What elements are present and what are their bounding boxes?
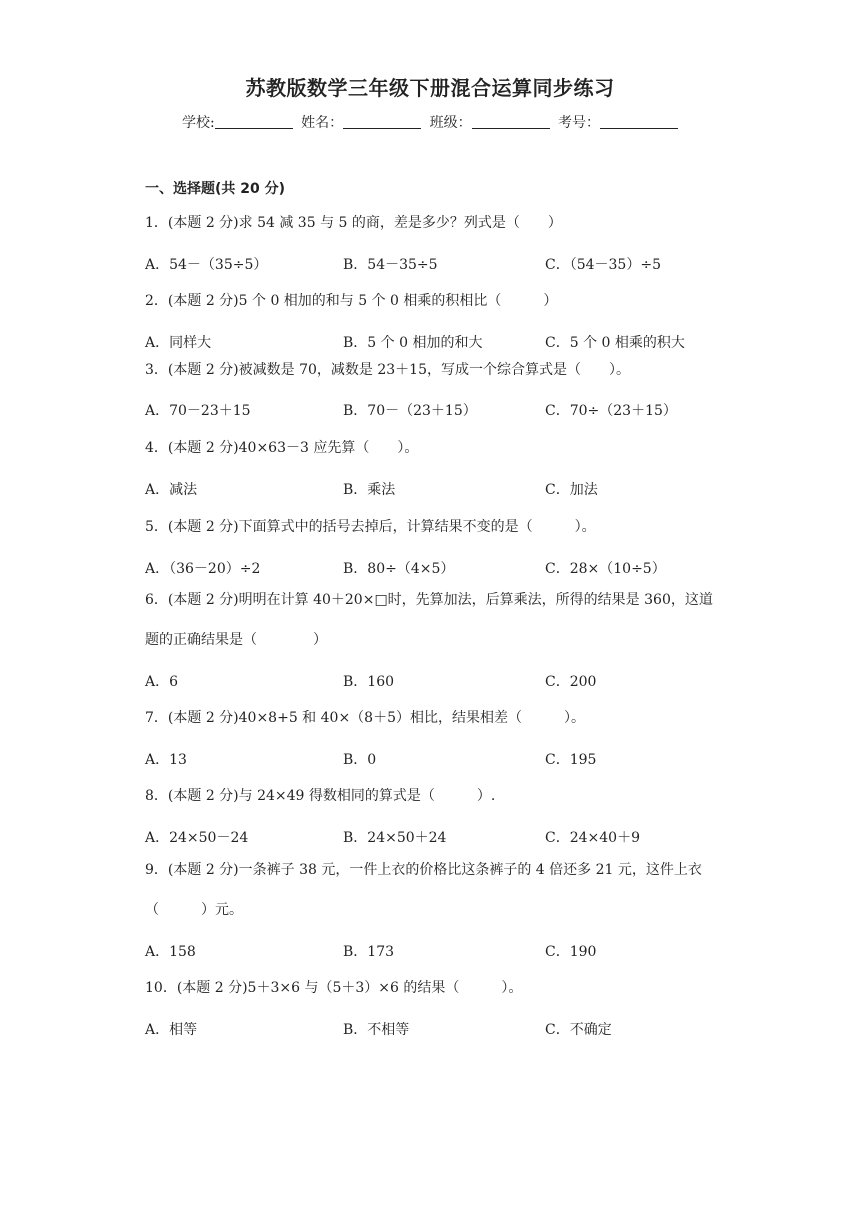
class-blank[interactable] (472, 114, 550, 129)
option-7a[interactable]: A．13 (145, 752, 187, 768)
option-4b[interactable]: B．乘法 (343, 482, 396, 498)
option-5b[interactable]: B．80÷（4×5） (343, 561, 455, 577)
option-9c[interactable]: C．190 (545, 944, 597, 960)
options-9 (145, 941, 725, 961)
section-title: 一、选择题(共 20 分) (145, 181, 286, 197)
option-3c[interactable]: C．70÷（23＋15） (545, 403, 677, 419)
options-1 (145, 254, 725, 274)
option-10c[interactable]: C．不确定 (545, 1022, 612, 1038)
question-5: 5．(本题 2 分)下面算式中的括号去掉后，计算结果不变的是（ ）。 (145, 519, 596, 535)
option-2a[interactable]: A．同样大 (145, 335, 212, 351)
options-2 (145, 332, 725, 352)
exam-number-label: 考号： (558, 115, 601, 131)
option-3b[interactable]: B．70－（23＋15） (343, 403, 477, 419)
option-1c[interactable]: C．（54－35）÷5 (545, 257, 661, 273)
option-1a[interactable]: A．54－（35÷5） (145, 257, 268, 273)
option-2c[interactable]: C．5 个 0 相乘的积大 (545, 335, 685, 351)
option-3a[interactable]: A．70－23＋15 (145, 403, 251, 419)
name-blank[interactable] (343, 114, 421, 129)
options-5 (145, 558, 725, 578)
option-2b[interactable]: B．5 个 0 相加的和大 (343, 335, 483, 351)
option-10b[interactable]: B．不相等 (343, 1022, 410, 1038)
question-10: 10．(本题 2 分)5＋3×6 与（5＋3）×6 的结果（ ）。 (145, 980, 523, 996)
question-3: 3．(本题 2 分)被减数是 70，减数是 23＋15，写成一个综合算式是（ ）。 (145, 362, 630, 378)
option-8b[interactable]: B．24×50＋24 (343, 830, 447, 846)
options-4 (145, 479, 725, 499)
question-9: 9．(本题 2 分)一条裤子 38 元，一件上衣的价格比这条裤子的 4 倍还多 21 元，这件上衣（ ）元。 (145, 862, 702, 918)
question-4: 4．(本题 2 分)40×63－3 应先算（ ）。 (145, 440, 419, 456)
option-7c[interactable]: C．195 (545, 752, 597, 768)
option-9a[interactable]: A．158 (145, 944, 196, 960)
options-8 (145, 827, 725, 847)
option-6b[interactable]: B．160 (343, 674, 395, 690)
option-7b[interactable]: B．0 (343, 752, 377, 768)
option-10a[interactable]: A．相等 (145, 1022, 198, 1038)
options-10 (145, 1019, 725, 1039)
option-6a[interactable]: A．6 (145, 674, 179, 690)
school-blank[interactable] (215, 114, 293, 129)
school-label: 学校: (181, 115, 215, 131)
option-4a[interactable]: A．减法 (145, 482, 198, 498)
page-title: 苏教版数学三年级下册混合运算同步练习 (245, 76, 615, 100)
option-1b[interactable]: B．54－35÷5 (343, 257, 438, 273)
question-1: 1．(本题 2 分)求 54 减 35 与 5 的商，差是多少？列式是（ ） (145, 215, 562, 231)
name-label: 姓名： (301, 115, 344, 131)
class-label: 班级： (429, 115, 472, 131)
option-6c[interactable]: C．200 (545, 674, 597, 690)
option-4c[interactable]: C．加法 (545, 482, 598, 498)
question-2: 2．(本题 2 分)5 个 0 相加的和与 5 个 0 相乘的积相比（ ） (145, 293, 558, 309)
question-8: 8．(本题 2 分)与 24×49 得数相同的算式是（ ）. (145, 788, 496, 804)
question-7: 7．(本题 2 分)40×8+5 和 40×（8＋5）相比，结果相差（ ）。 (145, 710, 585, 726)
options-6 (145, 671, 725, 691)
option-5c[interactable]: C．28×（10÷5） (545, 561, 666, 577)
option-9b[interactable]: B．173 (343, 944, 395, 960)
question-6: 6．(本题 2 分)明明在计算 40＋20×□时，先算加法，后算乘法，所得的结果是 360，这道题的正确结果是（ ） (145, 592, 713, 648)
student-info-line (0, 112, 860, 132)
options-3 (145, 400, 725, 420)
options-7 (145, 749, 725, 769)
option-8c[interactable]: C．24×40＋9 (545, 830, 640, 846)
exam-number-blank[interactable] (600, 114, 678, 129)
option-5a[interactable]: A．（36－20）÷2 (145, 561, 261, 577)
option-8a[interactable]: A．24×50－24 (145, 830, 249, 846)
